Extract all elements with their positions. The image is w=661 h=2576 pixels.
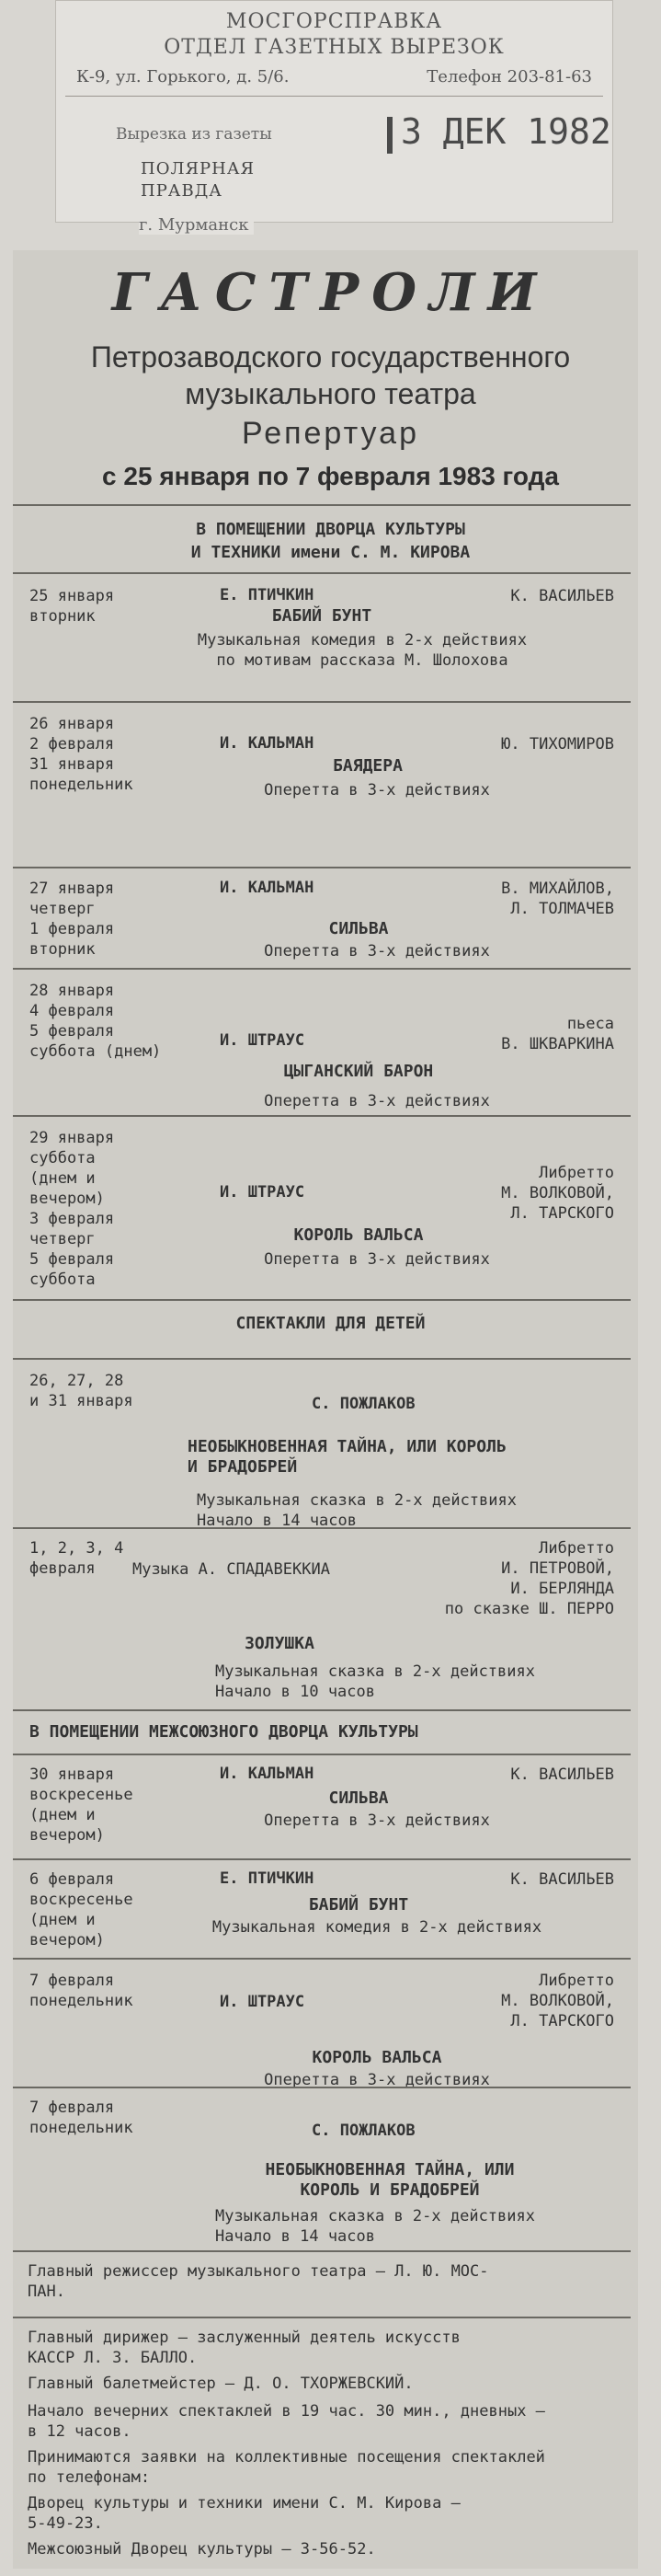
list-item (13, 1371, 631, 1530)
librettist: К. ВАСИЛЬЕВ (510, 1765, 614, 1784)
librettist: Ю. ТИХОМИРОВ (501, 735, 614, 753)
list-item (13, 1128, 631, 1303)
divider (13, 1858, 631, 1860)
composer: И. ШТРАУС (220, 1993, 305, 2011)
play-title: СИЛЬВА (328, 919, 389, 938)
list-item (13, 2098, 631, 2246)
composer: Музыка А. СПАДАВЕККИА (132, 1560, 330, 1579)
theatre-name-line2: музыкального театра (185, 377, 476, 410)
play-genre: Оперетта в 3-х действиях (264, 781, 490, 799)
play-title: БАБИЙ БУНТ (308, 1895, 409, 1915)
divider (13, 1358, 631, 1360)
divider (13, 1958, 631, 1960)
play-title: НЕОБЫКНОВЕННАЯ ТАЙНА, ИЛИ КОРОЛЬ И БРАДОБРЕЙ (188, 1437, 507, 1477)
section-heading-kirov-line1: В ПОМЕЩЕНИИ ДВОРЦА КУЛЬТУРЫ (196, 520, 465, 539)
play-genre: Музыкальная комедия в 2-х действиях по мотивам рассказа М. Шолохова (197, 631, 528, 670)
list-item (13, 1869, 631, 1961)
agency-address: К-9, ул. Горького, д. 5/6. (76, 67, 290, 86)
play-genre: Оперетта в 3-х действиях (264, 1092, 490, 1110)
tour-dates: с 25 января по 7 февраля 1983 года (102, 462, 559, 490)
divider (13, 504, 631, 506)
librettist: К. ВАСИЛЬЕВ (510, 587, 614, 605)
newspaper-name-line2: ПРАВДА (141, 181, 222, 201)
librettist: Либретто М. ВОЛКОВОЙ, Л. ТАРСКОГО (501, 1164, 614, 1223)
librettist: К. ВАСИЛЬЕВ (510, 1870, 614, 1889)
newspaper-city: г. Мурманск (139, 215, 254, 235)
list-item (13, 879, 631, 971)
divider (13, 572, 631, 574)
play-genre: Оперетта в 3-х действиях (264, 1811, 490, 1830)
section-heading-mezhsoyuzny: В ПОМЕЩЕНИИ МЕЖСОЮЗНОГО ДВОРЦА КУЛЬТУРЫ (29, 1722, 418, 1742)
divider (13, 1527, 631, 1529)
chief-choreographer: Главный балетмейстер — Д. О. ТХОРЖЕВСКИЙ. (28, 2375, 414, 2393)
cutting-label: Вырезка из газеты (116, 125, 272, 144)
librettist: Либретто М. ВОЛКОВОЙ, Л. ТАРСКОГО (501, 1972, 614, 2030)
show-dates: 7 февраля понедельник (29, 2099, 133, 2137)
agency-phone: Телефон 203-81-63 (427, 67, 592, 86)
composer: И. ШТРАУС (220, 1183, 305, 1202)
show-dates: 29 января суббота (днем и вечером) 3 февраля четверг 5 февраля суббота (29, 1129, 115, 1289)
divider (13, 2087, 631, 2088)
show-dates: 28 января 4 февраля 5 февраля суббота (днем) (29, 982, 162, 1061)
play-title: ЦЫГАНСКИЙ БАРОН (283, 1062, 434, 1081)
composer: С. ПОЖЛАКОВ (312, 2122, 416, 2140)
show-dates: 30 января воскресенье (днем и вечером) (29, 1765, 133, 1845)
section-heading-kirov-line2: И ТЕХНИКИ имени С. М. КИРОВА (190, 543, 471, 562)
divider (13, 1709, 631, 1711)
play-title: НЕОБЫКНОВЕННАЯ ТАЙНА, ИЛИ КОРОЛЬ И БРАДОБРЕЙ (265, 2160, 515, 2200)
play-title: БАЯДЕРА (333, 756, 403, 776)
repertoire-heading: Репертуар (242, 416, 419, 451)
chief-director: Главный режиссер музыкального театра — Л. Ю. МОС- ПАН. (28, 2262, 489, 2301)
show-dates: 6 февраля воскресенье (днем и вечером) (29, 1870, 133, 1949)
play-genre: Оперетта в 3-х действиях (264, 1250, 490, 1269)
play-genre: Музыкальная сказка в 2-х действиях Начало в 14 часов (197, 1491, 517, 1530)
show-dates: 26, 27, 28 и 31 января (29, 1372, 133, 1410)
clipping-service-stub (55, 0, 613, 235)
start-times: Начало вечерних спектаклей в 19 час. 30 мин., дневных — в 12 часов. (28, 2402, 545, 2441)
play-title: КОРОЛЬ ВАЛЬСА (293, 1225, 424, 1245)
list-item (13, 981, 631, 1110)
librettist: пьеса В. ШКВАРКИНА (501, 1015, 614, 1053)
composer: И. КАЛЬМАН (220, 1765, 314, 1783)
play-title: ЗОЛУШКА (245, 1634, 314, 1653)
composer: Е. ПТИЧКИН (220, 586, 314, 604)
section-heading-kids: СПЕКТАКЛИ ДЛЯ ДЕТЕЙ (235, 1314, 426, 1333)
composer: Е. ПТИЧКИН (220, 1869, 314, 1888)
divider (13, 1754, 631, 1755)
show-dates: 25 января вторник (29, 587, 115, 626)
divider (13, 2250, 631, 2252)
divider (13, 867, 631, 868)
group-orders: Принимаются заявки на коллективные посещения спектаклей по телефонам: (28, 2448, 545, 2487)
play-genre: Музыкальная сказка в 2-х действиях Начало в 10 часов (215, 1662, 535, 1701)
agency-name: МОСГОРСПРАВКА (225, 10, 443, 33)
stamp-mark (387, 117, 393, 154)
page-title: ГАСТРОЛИ (111, 262, 550, 323)
play-genre: Оперетта в 3-х действиях (264, 2071, 490, 2089)
phone-kirov: Дворец культуры и техники имени С. М. Кирова — 5-49-23. (28, 2494, 461, 2533)
composer: С. ПОЖЛАКОВ (312, 1395, 416, 1413)
librettist: Либретто И. ПЕТРОВОЙ, И. БЕРЛЯНДА по сказке Ш. ПЕРРО (444, 1539, 614, 1618)
chief-conductor: Главный дирижер — заслуженный деятель искусств КАССР Л. З. БАЛЛО. (28, 2329, 461, 2367)
list-item (13, 1538, 631, 1701)
divider (13, 1299, 631, 1301)
composer: И. КАЛЬМАН (220, 879, 314, 897)
list-item (13, 714, 631, 806)
show-dates: 7 февраля понедельник (29, 1972, 133, 2010)
show-dates: 26 января 2 февраля 31 января понедельник (29, 715, 133, 794)
composer: И. ШТРАУС (220, 1031, 305, 1050)
theatre-name-line1: Петрозаводского государственного (90, 340, 571, 374)
divider (13, 1115, 631, 1117)
play-genre: Музыкальная комедия в 2-х действиях (211, 1918, 542, 1937)
composer: И. КАЛЬМАН (220, 734, 314, 753)
play-title: СИЛЬВА (328, 1788, 389, 1808)
divider (13, 968, 631, 970)
play-genre: Музыкальная сказка в 2-х действиях Начало в 14 часов (215, 2207, 535, 2246)
department-name: ОТДЕЛ ГАЗЕТНЫХ ВЫРЕЗОК (164, 36, 505, 59)
librettist: В. МИХАЙЛОВ, Л. ТОЛМАЧЕВ (501, 880, 614, 918)
divider (13, 2317, 631, 2318)
list-item (13, 1765, 631, 1857)
phone-mezhsoyuzny: Межсоюзный Дворец культуры — 3-56-52. (28, 2540, 376, 2559)
newspaper-name-line1: ПОЛЯРНАЯ (141, 159, 255, 178)
show-dates: 1, 2, 3, 4 февраля (29, 1539, 124, 1578)
list-item (13, 1971, 631, 2089)
play-title: КОРОЛЬ ВАЛЬСА (312, 2048, 442, 2067)
stamp-date: 3 ДЕК 1982 (401, 111, 611, 152)
show-dates: 27 января четверг 1 февраля вторник (29, 880, 115, 959)
play-genre: Оперетта в 3-х действиях (264, 942, 490, 960)
stub-divider (65, 96, 603, 97)
play-title: БАБИЙ БУНТ (271, 606, 372, 626)
divider (13, 701, 631, 703)
list-item (13, 586, 631, 687)
